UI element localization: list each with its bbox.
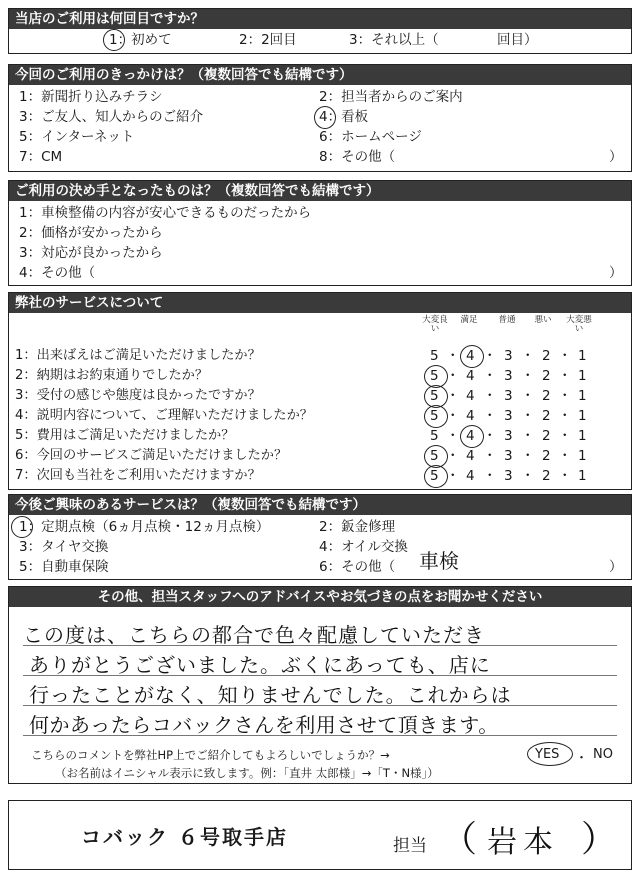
section-header: 今回のご利用のきっかけは？（複数回答でも結構です）	[9, 65, 631, 85]
option-inspection-content[interactable]: 1：車検整備の内容が安心できるものだったから	[19, 205, 312, 221]
initial-display-note: （お名前はイニシャル表示に致します。例：「直井 太郎様」→「T・N様」）	[55, 766, 439, 780]
option-other-close: ）	[609, 265, 623, 281]
rating-value[interactable]: 3	[504, 348, 513, 364]
rating-separator: ・	[558, 368, 572, 384]
option-second-time[interactable]: 2：2回目	[239, 32, 297, 48]
option-oil-change[interactable]: 4：オイル交換	[319, 539, 408, 555]
rating-separator: ・	[558, 348, 572, 364]
rating-value[interactable]: 2	[542, 368, 551, 384]
comment-line: 行ったことがなく、知りませんでした。これからは	[29, 683, 512, 707]
scale-label-normal: 普通	[498, 315, 516, 325]
option-referral[interactable]: 3：ご友人、知人からのご紹介	[19, 109, 204, 125]
rating-separator: ・	[483, 348, 497, 364]
rating-value[interactable]: 4	[466, 368, 475, 384]
rating-value[interactable]: 1	[578, 468, 587, 484]
rating-value[interactable]: 3	[504, 368, 513, 384]
rating-separator: ・	[558, 468, 572, 484]
rating-separator: ・	[521, 428, 535, 444]
rating-value[interactable]: 5	[430, 448, 439, 464]
rating-value[interactable]: 5	[430, 468, 439, 484]
option-body-repair[interactable]: 2：鈑金修理	[319, 519, 396, 535]
rating-value[interactable]: 4	[466, 428, 475, 444]
scale-label-bad: 悪い	[534, 315, 552, 325]
option-price[interactable]: 2：価格が安かったから	[19, 225, 163, 241]
answer-circle	[527, 742, 573, 766]
rating-question: 5：費用はご満足いただけましたか？	[15, 428, 235, 443]
rating-separator: ・	[521, 468, 535, 484]
rating-separator: ・	[483, 388, 497, 404]
rating-separator: ・	[446, 408, 460, 424]
option-service[interactable]: 3：対応が良かったから	[19, 245, 163, 261]
rating-separator: ・	[521, 408, 535, 424]
scale-label-satisfied: 満足	[460, 315, 478, 325]
rating-separator: ・	[521, 348, 535, 364]
option-homepage[interactable]: 6：ホームページ	[319, 129, 422, 145]
rating-value[interactable]: 2	[542, 388, 551, 404]
rating-value[interactable]: 3	[504, 428, 513, 444]
option-other-close: ）	[609, 559, 623, 575]
rating-separator: ・	[446, 368, 460, 384]
answer-circle	[103, 29, 125, 51]
rating-value[interactable]: 5	[430, 368, 439, 384]
rating-value[interactable]: 1	[578, 368, 587, 384]
rating-separator: ・	[446, 468, 460, 484]
option-internet[interactable]: 5：インターネット	[19, 129, 135, 145]
consent-question: こちらのコメントを弊社HP上でご紹介してもよろしいでしょうか？→	[31, 748, 390, 762]
rating-separator: ・	[558, 388, 572, 404]
consent-yes[interactable]: YES	[535, 747, 560, 762]
rating-value[interactable]: 1	[578, 348, 587, 364]
option-signboard[interactable]: 4：看板	[319, 109, 369, 125]
rating-separator: ・	[446, 428, 460, 444]
option-staff-guide[interactable]: 2：担当者からのご案内	[319, 89, 463, 105]
consent-separator: ・	[575, 751, 589, 766]
rating-separator: ・	[558, 448, 572, 464]
answer-circle	[460, 345, 484, 368]
section-trigger	[8, 64, 632, 172]
rating-question: 6：今回のサービスご満足いただけましたか？	[15, 448, 288, 463]
option-insurance[interactable]: 5：自動車保険	[19, 559, 109, 575]
shop-name: コバック ６号取手店	[81, 825, 288, 849]
scale-label-very-good: 大変良い	[422, 315, 448, 334]
option-periodic-check[interactable]: 1：定期点検（6ヵ月点検・12ヵ月点検）	[19, 519, 270, 535]
rating-separator: ・	[483, 448, 497, 464]
rating-separator: ・	[521, 368, 535, 384]
rating-question: 3：受付の感じや態度は良かったですか？	[15, 388, 261, 403]
rating-value[interactable]: 4	[466, 468, 475, 484]
rating-separator: ・	[483, 468, 497, 484]
staff-bracket-open: （	[441, 819, 478, 860]
answer-circle	[460, 425, 484, 448]
section-header: 弊社のサービスについて	[9, 293, 631, 313]
rating-separator: ・	[521, 448, 535, 464]
rating-separator: ・	[446, 448, 460, 464]
section-comments	[8, 586, 632, 784]
comment-line: この度は、こちらの都合で色々配慮していただき	[23, 623, 485, 647]
rating-value[interactable]: 2	[542, 348, 551, 364]
option-more-times[interactable]: 3：それ以上（	[349, 32, 439, 48]
rating-value[interactable]: 4	[466, 448, 475, 464]
rating-separator: ・	[521, 388, 535, 404]
section-header: 今後ご興味のあるサービスは？（複数回答でも結構です）	[9, 495, 631, 515]
shop-footer	[8, 800, 632, 870]
survey-sheet	[8, 4, 632, 872]
rating-question: 2：納期はお約束通りでしたか？	[15, 368, 209, 383]
section-visit-count	[8, 8, 632, 54]
rating-value[interactable]: 2	[542, 448, 551, 464]
section-header: 当店のご利用は何回目ですか？	[9, 9, 631, 29]
rating-value[interactable]: 5	[430, 428, 439, 444]
comment-line: 何かあったらコバックさんを利用させて頂きます。	[29, 713, 499, 737]
rating-value[interactable]: 3	[504, 468, 513, 484]
section-interest	[8, 494, 632, 580]
section-service-rating	[8, 292, 632, 490]
option-tire-change[interactable]: 3：タイヤ交換	[19, 539, 109, 555]
rating-value[interactable]: 1	[578, 428, 587, 444]
rating-value[interactable]: 5	[430, 348, 439, 364]
rating-value[interactable]: 2	[542, 468, 551, 484]
section-header: その他、担当スタッフへのアドバイスやお気づきの点をお聞かせください	[9, 587, 631, 607]
section-header: ご利用の決め手となったものは？（複数回答でも結構です）	[9, 181, 631, 201]
rating-value[interactable]: 4	[466, 388, 475, 404]
rating-value[interactable]: 5	[430, 408, 439, 424]
option-other[interactable]: 8：その他（	[319, 149, 396, 165]
rating-separator: ・	[558, 408, 572, 424]
option-other-close: ）	[609, 149, 623, 165]
rating-value[interactable]: 4	[466, 408, 475, 424]
rating-separator: ・	[483, 428, 497, 444]
rating-value[interactable]: 2	[542, 408, 551, 424]
rating-question: 7：次回も当社をご利用いただけますか？	[15, 468, 261, 483]
rating-value[interactable]: 3	[504, 388, 513, 404]
answer-circle	[314, 106, 336, 129]
rating-separator: ・	[483, 368, 497, 384]
scale-label-very-bad: 大変悪い	[566, 315, 592, 334]
staff-label: 担当	[393, 836, 427, 856]
rating-value[interactable]: 3	[504, 448, 513, 464]
rating-value[interactable]: 1	[578, 408, 587, 424]
option-first-time[interactable]: 1：初めて	[109, 32, 172, 48]
option-cm[interactable]: 7：CM	[19, 149, 63, 165]
rating-value[interactable]: 1	[578, 448, 587, 464]
rating-value[interactable]: 2	[542, 428, 551, 444]
option-flyer[interactable]: 1：新聞折り込みチラシ	[19, 89, 163, 105]
staff-name: 岩本	[487, 825, 559, 860]
answer-circle	[11, 516, 33, 538]
answer-circle	[424, 405, 448, 428]
rating-value[interactable]: 5	[430, 388, 439, 404]
consent-no[interactable]: NO	[593, 747, 613, 762]
answer-circle	[424, 465, 448, 488]
comment-line: ありがとうございました。ぶくにあっても、店に	[29, 653, 491, 677]
rating-question: 4：説明内容について、ご理解いただけましたか？	[15, 408, 313, 423]
rating-value[interactable]: 3	[504, 408, 513, 424]
rating-separator: ・	[446, 348, 460, 364]
rating-separator: ・	[558, 428, 572, 444]
rating-separator: ・	[446, 388, 460, 404]
option-other[interactable]: 6：その他（	[319, 559, 396, 575]
section-deciding-factor	[8, 180, 632, 286]
rating-value[interactable]: 1	[578, 388, 587, 404]
rating-value[interactable]: 4	[466, 348, 475, 364]
handwritten-other-text: 車検	[419, 549, 459, 573]
option-other[interactable]: 4：その他（	[19, 265, 96, 281]
rating-separator: ・	[483, 408, 497, 424]
staff-bracket-close: ）	[581, 819, 618, 860]
rating-question: 1：出来ばえはご満足いただけましたか？	[15, 348, 261, 363]
option-count-suffix: 回目）	[497, 32, 538, 48]
